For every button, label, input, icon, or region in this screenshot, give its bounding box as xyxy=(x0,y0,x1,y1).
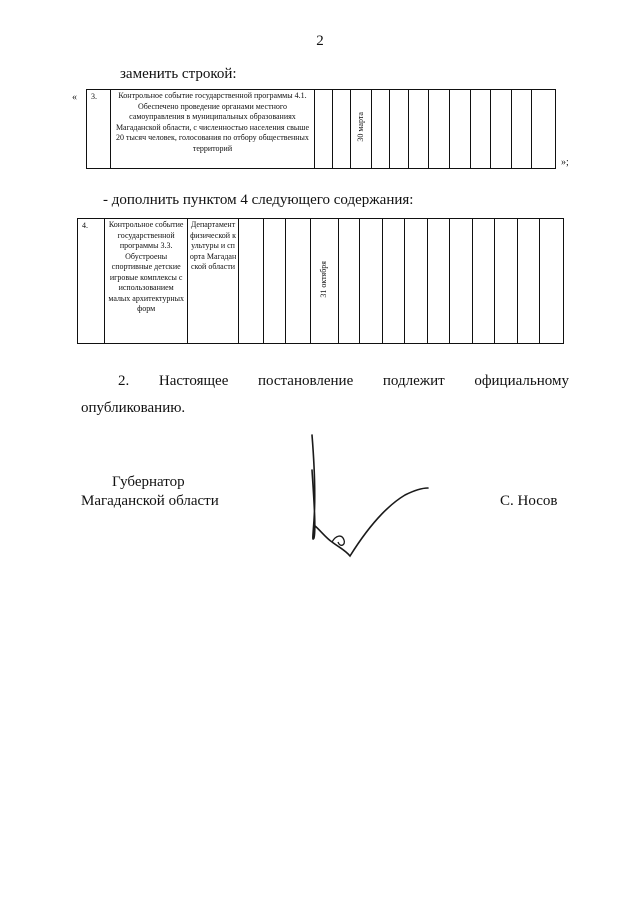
add-instruction: - дополнить пунктом 4 следующего содержания: xyxy=(103,192,414,208)
replacement-table xyxy=(86,89,556,169)
page-number: 2 xyxy=(316,33,324,49)
governor-title-line-2: Магаданской области xyxy=(81,493,219,509)
handwritten-signature xyxy=(290,430,440,570)
event-description: Контрольное событие государственной программы 4.1. Обеспечено проведение органами местного самоуправления в муниципальных образованиях Магаданской области, с численностью населения свыше 20 тысяч человек, голосования по отбору общественных территорий xyxy=(110,90,315,169)
paragraph-word: постановление xyxy=(258,373,354,389)
governor-name: С. Носов xyxy=(500,493,558,509)
paragraph-last-line: опубликованию. xyxy=(81,400,186,416)
event-date: 30 марта xyxy=(355,112,365,143)
paragraph-word: подлежит xyxy=(382,373,445,389)
event-description: Контрольное событие государственной программы 3.3. Обустроены спортивные детские игровые комплексы с использованием малых архитектурных форм xyxy=(104,219,188,344)
governor-title-line-1: Губернатор xyxy=(112,474,185,490)
replace-instruction: заменить строкой: xyxy=(120,66,237,82)
row-number: 3. xyxy=(87,90,111,169)
paragraph-word: официальному xyxy=(474,373,569,389)
responsible-department: Департамент физической культуры и спорта Магаданской области xyxy=(188,219,238,344)
publication-paragraph xyxy=(81,368,569,422)
paragraph-number: 2. xyxy=(118,373,130,389)
added-table xyxy=(77,218,564,344)
paragraph-word: Настоящее xyxy=(158,373,229,389)
quote-close: »; xyxy=(561,157,569,168)
event-date: 31 октября xyxy=(319,260,329,298)
row-number: 4. xyxy=(78,219,105,344)
quote-open: « xyxy=(72,92,77,103)
